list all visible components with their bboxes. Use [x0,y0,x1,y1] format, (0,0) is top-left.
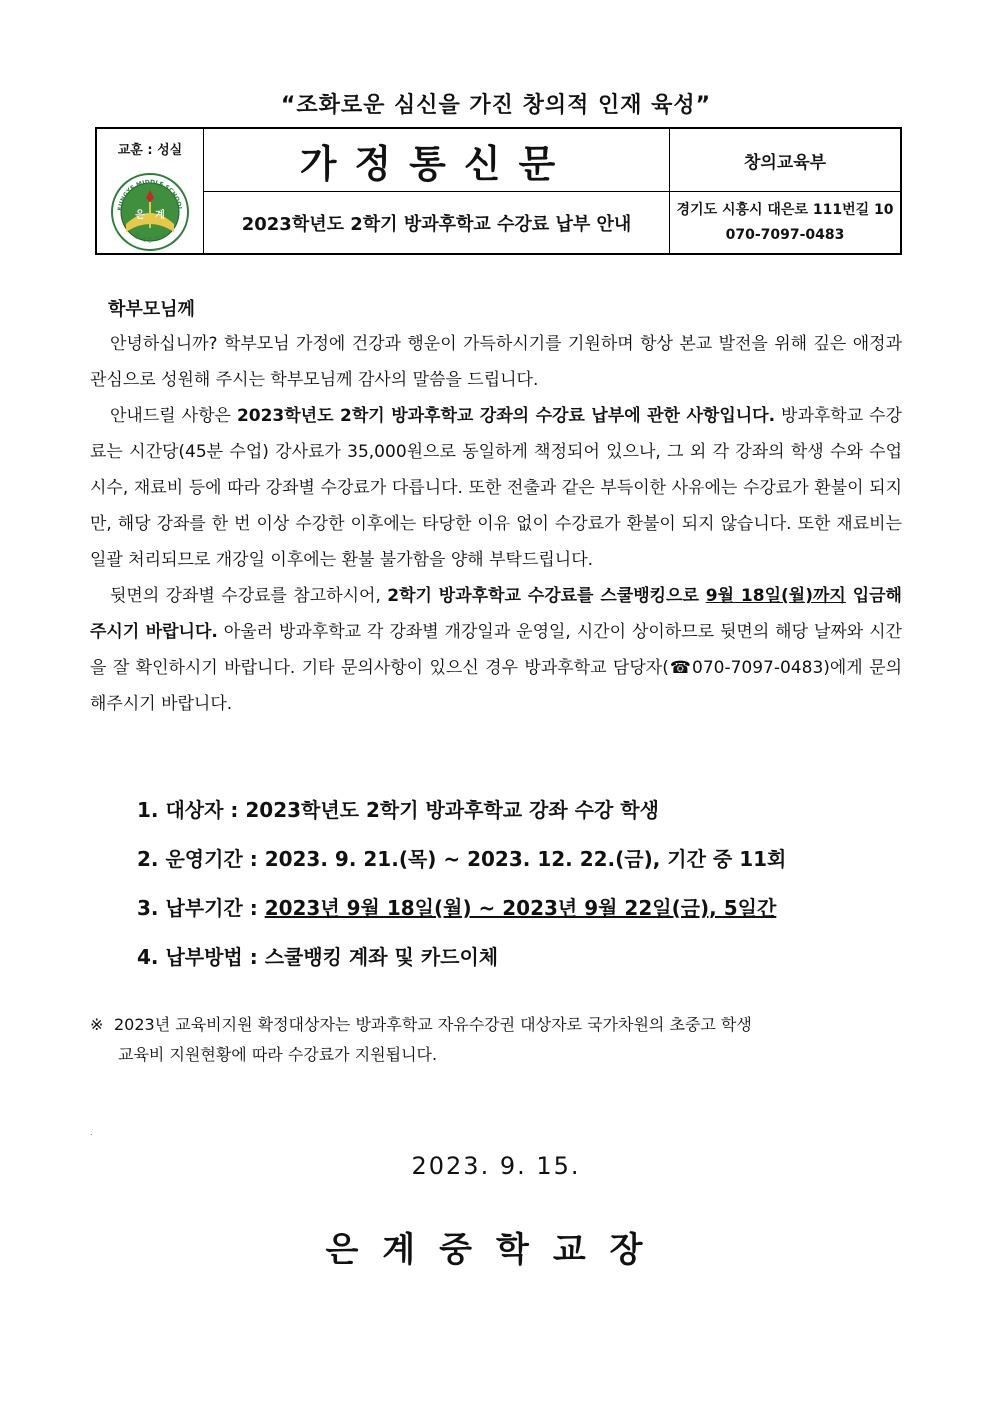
paragraph-2-bold: 2023학년도 2학기 방과후학교 강좌의 수강료 납부에 관한 사항입니다. [236,406,776,426]
letter-body [90,326,902,722]
contact-cell [670,192,902,255]
school-motto: 교훈 : 성실 [117,143,183,158]
school-slogan: “조화로운 심신을 가진 창의적 인재 육성” [280,93,712,118]
list-item-label: 3. 납부기간 : [137,896,265,920]
footnote-text-1: 2023년 교육비지원 확정대상자는 방과후학교 자유수강권 대상자로 국가차원의 초중고 학생 [114,1015,752,1034]
emblem-top-text: EUNGYE MIDDLE SCHOOL [116,178,184,212]
motto-cell [96,128,204,254]
emblem-bottom-text: 은 계 중 학 교 [131,231,169,244]
school-address: 경기도 시흥시 대은로 111번길 10 [676,201,894,218]
paragraph-2-rest: 방과후학교 수강료는 시간당(45분 수업) 강사료가 35,000원으로 동일하게 책정되어 있으나, 그 외 각 강좌의 학생 수와 수업 시수, 재료비 등에 따라 강좌별 수강료가 다릅니다. 또한 전출과 같은 부득이한 사유에는 수강료가 환불이 되지만, 해당 강좌를 한 번 이상 수강한 이후에는 타당한 이유 없이 수강료가 환불이 되지 않습니다. 또한 재료비는 일괄 처리되므로 개강일 이후에는 환불 불가함을 양해 부탁드립니다. [90,406,902,570]
footnote [90,1010,902,1070]
list-item-label: 1. 대상자 : [137,798,246,822]
paragraph-3-intro: 뒷면의 강좌별 수강료를 참고하시어, [110,586,388,606]
issue-date: 2023. 9. 15. [411,1152,581,1180]
list-item [137,841,897,890]
stray-dot: . [90,1128,93,1137]
reference-mark-icon: ※ [90,1015,104,1034]
footnote-text-2: 교육비 지원현황에 따라 수강료가 지원됩니다. [118,1045,438,1064]
paragraph-2 [90,398,902,578]
newsletter-subtitle: 2023학년도 2학기 방과후학교 수강료 납부 안내 [204,192,670,255]
list-item [137,939,897,988]
school-phone: 070-7097-0483 [725,226,845,243]
payment-deadline: 9월 18일(월)까지 [705,586,846,606]
paragraph-3 [90,578,902,722]
paragraph-3-bold-1: 2학기 방과후학교 수강료를 스쿨뱅킹으로 [387,586,706,606]
paragraph-1-text: 안녕하십니까? 학부모님 가정에 건강과 행운이 가득하시기를 기원하며 항상 본교 발전을 위해 깊은 애정과 관심으로 성원해 주시는 학부모님께 감사의 말씀을 드립니다. [90,334,902,390]
newsletter-title: 가정통신문 [204,128,670,192]
list-item-label: 4. 납부방법 : [137,945,265,969]
department-name: 창의교육부 [670,128,902,192]
greeting: 학부모님께 [108,299,195,320]
list-item-label: 2. 운영기간 : [137,847,265,871]
list-item-value: 2023학년도 2학기 방과후학교 강좌 수강 학생 [245,798,659,822]
info-list [137,792,897,988]
paragraph-3-bold-2: 입금해주시기 바랍니다. [90,586,902,642]
list-item-value: 스쿨뱅킹 계좌 및 카드이체 [264,945,499,969]
list-item-value: 2023. 9. 21.(목) ~ 2023. 12. 22.(금), 기간 중 11회 [264,847,787,871]
paragraph-3-rest: 아울러 방과후학교 각 강좌별 개강일과 운영일, 시간이 상이하므로 뒷면의 해당 날짜와 시간을 잘 확인하시기 바랍니다. 기타 문의사항이 있으신 경우 방과후학교 담당자(☎070-7097-0483)에게 문의해주시기 바랍니다. [90,622,902,714]
list-item-value: 2023년 9월 18일(월) ~ 2023년 9월 22일(금), 5일간 [264,896,777,920]
list-item [137,792,897,841]
list-item [137,890,897,939]
principal-signature: 은계중학교장 [325,1230,667,1270]
school-emblem-icon [110,172,190,252]
emblem-left-char: 은 [135,210,145,221]
footnote-line-1 [90,1010,902,1040]
emblem-right-char: 계 [155,210,165,221]
paragraph-1 [90,326,902,398]
newsletter-header [95,127,902,255]
paragraph-2-intro: 안내드릴 사항은 [110,406,237,426]
